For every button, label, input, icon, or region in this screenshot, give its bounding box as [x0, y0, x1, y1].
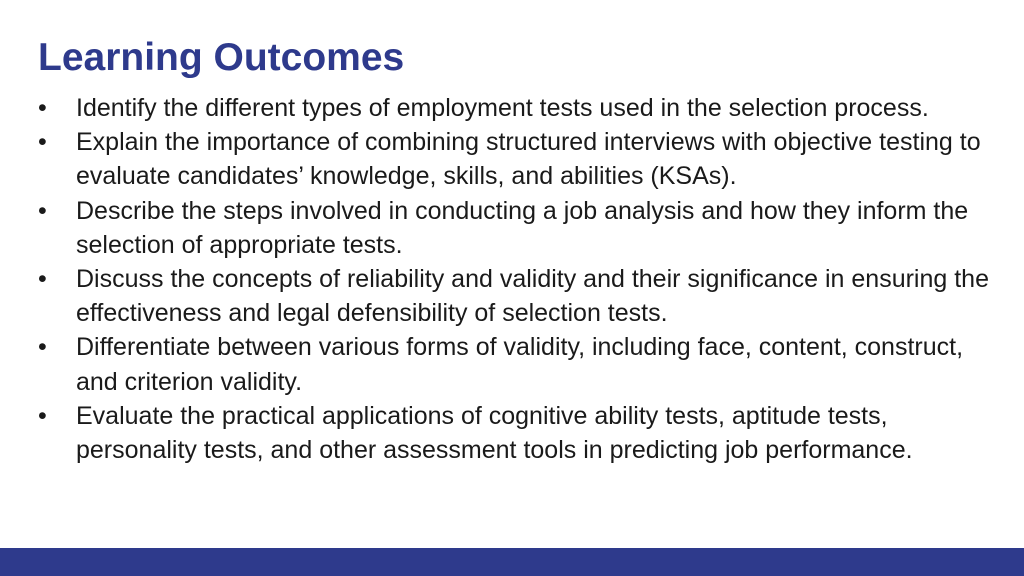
- bullet-icon: •: [38, 401, 47, 430]
- bullet-icon: •: [38, 265, 47, 294]
- bullet-text: Explain the importance of combining structured interviews with objective testing to evaluate candidates’ knowledge, skills, and abilities (KSAs).: [76, 128, 981, 191]
- bullet-text: Discuss the concepts of reliability and validity and their significance in ensuring the effectiveness and legal defensibility of selection tests.: [76, 265, 989, 328]
- slide-title: Learning Outcomes: [38, 36, 405, 79]
- bullet-item: [38, 125, 998, 193]
- bullet-item: [38, 194, 998, 262]
- bullet-text: Differentiate between various forms of validity, including face, content, construct, and criterion validity.: [76, 333, 964, 396]
- bullet-text: Identify the different types of employment tests used in the selection process.: [76, 94, 929, 122]
- bullet-icon: •: [38, 333, 47, 362]
- learning-outcomes-list: [38, 91, 998, 467]
- bullet-text: Evaluate the practical applications of cognitive ability tests, aptitude tests, personality tests, and other assessment tools in predicting job performance.: [76, 401, 913, 465]
- bullet-item: [38, 262, 998, 330]
- bullet-item: [38, 330, 998, 398]
- bullet-item: [38, 399, 998, 467]
- bullet-text: Describe the steps involved in conducting a job analysis and how they inform the selection of appropriate tests.: [76, 196, 969, 259]
- bullet-icon: •: [38, 94, 47, 122]
- bottom-accent-bar: [0, 548, 1024, 576]
- bullet-icon: •: [38, 196, 47, 225]
- bullet-icon: •: [38, 128, 47, 157]
- bullet-item: [38, 91, 998, 125]
